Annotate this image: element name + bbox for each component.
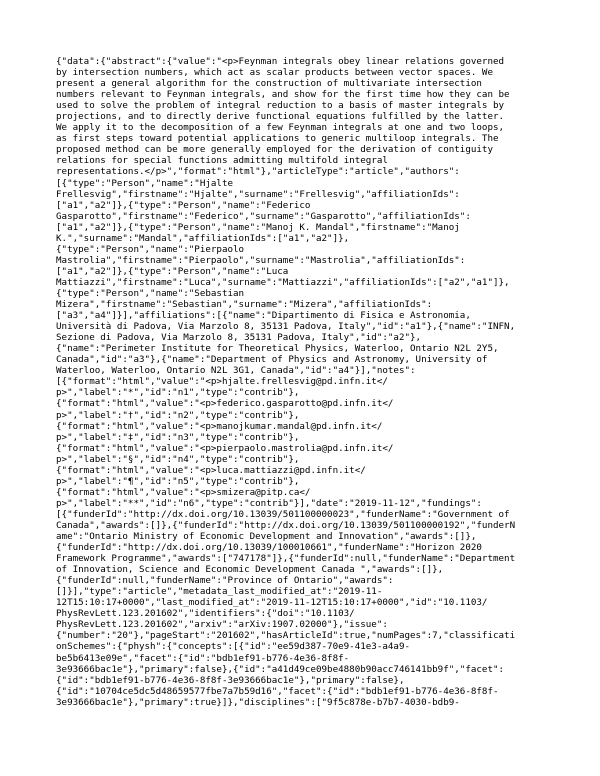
text-line: [{"funderId":"http://dx.doi.org/10.13039/501100000023","funderName":"Government of [56,508,510,520]
text-line: PhysRevLett.123.201602","arxiv":"arXiv:1907.02000"},"issue": [56,619,388,631]
text-line: Canada","id":"a3"},{"name":"Department of Physics and Astronomy, University of [56,354,488,366]
text-line: of Innovation, Science and Economic Development Canada ","awards":[]}, [56,564,444,576]
text-line: Sezione di Padova, Via Marzolo 8, 35131 Padova, Italy","id":"a2"}, [56,332,422,344]
text-line: relations for special functions admitting multifold integral [56,155,388,167]
text-line: Framework Programme","awards":["747178"]},{"funderId":null,"funderName":"Department [56,553,516,565]
text-line: representations.</p>","format":"html"},"articleType":"article","authors": [56,166,460,178]
text-line: Mastrolia","firstname":"Pierpaolo","surname":"Mastrolia","affiliationIds": [56,254,466,266]
text-line: present a general algorithm for the construction of multivariate intersection [56,78,482,90]
json-text-body [56,56,540,708]
text-line: {"data":{"abstract":{"value":"<p>Feynman integrals obey linear relations governed [56,56,505,67]
text-line: We apply it to the decomposition of a few Feynman integrals at one and two loops, [56,122,505,134]
text-line: {"number":"20"},"pageStart":"201602","hasArticleId":true,"numPages":7,"classificati [56,630,516,642]
text-line: {"format":"html","value":"<p>pierpaolo.mastrolia@pd.infn.it</ [56,442,394,454]
text-line: projections, and to directly derive functional equations fulfilled by the latter. [56,111,505,123]
text-line: Frellesvig","firstname":"Hjalte","surname":"Frellesvig","affiliationIds": [56,188,460,200]
text-line: 3e93666bac1e"},"primary":true}]},"disciplines":["9f5c878e-b7b7-4030-bdb9- [56,696,460,708]
text-line: {"funderId":"http://dx.doi.org/10.13039/100010661","funderName":"Horizon 2020 [56,542,482,554]
text-line: ["a1","a2"]},{"type":"Person","name":"Manoj K. Mandal","firstname":"Manoj [56,221,460,233]
text-line: {"name":"Perimeter Institute for Theoretical Physics, Waterloo, Ontario N2L 2Y5, [56,343,499,355]
text-line: p>","label":"‡","id":"n3","type":"contrib"}, [56,431,300,443]
text-line: onSchemes":{"physh":{"concepts":[{"id":"ee59d387-70e9-41e3-a4a9- [56,641,411,653]
text-line: {"id":"10704ce5dc5d48659577fbe7a7b59d16","facet":{"id":"bdb1ef91-b776-4e36-8f8f- [56,685,499,697]
text-line: Waterloo, Waterloo, Ontario N2L 3G1, Canada","id":"a4"}],"notes": [56,365,416,377]
text-line: p>","label":"†","id":"n2","type":"contrib"}, [56,409,300,421]
text-line: p>","label":"**","id":"n6","type":"contrib"}],"date":"2019-11-12","fundings": [56,497,482,509]
text-line: ["a3","a4"]}],"affiliations":[{"name":"Dipartimento di Fisica e Astronomia, [56,310,471,322]
text-line: p>","label":"§","id":"n4","type":"contrib"}, [56,453,300,465]
text-line: be5b6413e09e","facet":{"id":"bdb1ef91-b776-4e36-8f8f- [56,652,350,664]
text-line: used to solve the problem of integral reduction to a basis of master integrals by [56,100,505,112]
text-line: {"format":"html","value":"<p>luca.mattiazzi@pd.infn.it</ [56,464,366,476]
text-line: PhysRevLett.123.201602","identifiers":{"doi":"10.1103/ [56,608,355,620]
text-line: Gasparotto","firstname":"Federico","surname":"Gasparotto","affiliationIds": [56,210,471,222]
text-line: []}],"type":"article","metadata_last_modified_at":"2019-11- [56,586,383,598]
text-line: ame":"Ontario Ministry of Economic Development and Innovation","awards":[]}, [56,531,477,543]
text-line: ["a1","a2"]},{"type":"Person","name":"Federico [56,199,311,211]
text-line: as first steps toward potential applications to generic multiloop integrals. The [56,133,499,145]
text-line: K.","surname":"Mandal","affiliationIds":["a1","a2"]}, [56,232,350,244]
text-line: proposed method can be more generally employed for the derivation of contiguity [56,144,493,156]
text-line: 3e93666bac1e"},"primary":false},{"id":"a41d49ce09be4880b90acc746141bb9f","facet": [56,663,505,675]
text-line: {"type":"Person","name":"Sebastian [56,287,245,299]
text-line: {"format":"html","value":"<p>smizera@pitp.ca</ [56,486,311,498]
text-line: {"type":"Person","name":"Pierpaolo [56,243,245,255]
text-line: {"id":"bdb1ef91-b776-4e36-8f8f-3e93666bac1e"},"primary":false}, [56,674,405,686]
text-line: {"format":"html","value":"<p>manojkumar.mandal@pd.infn.it</ [56,420,383,432]
text-line: Università di Padova, Via Marzolo 8, 35131 Padova, Italy","id":"a1"},{"name":"INFN, [56,321,516,333]
text-line: by intersection numbers, which act as scalar products between vector spaces. We [56,67,493,79]
text-line: [{"type":"Person","name":"Hjalte [56,177,234,189]
text-line: 12T15:10:17+0000","last_modified_at":"2019-11-12T15:10:17+0000","id":"10.1103/ [56,597,488,609]
text-line: p>","label":"¶","id":"n5","type":"contrib"}, [56,475,300,487]
text-line: Canada","awards":[]},{"funderId":"http://dx.doi.org/10.13039/501100000192","funderN [56,519,516,531]
text-line: {"format":"html","value":"<p>federico.gasparotto@pd.infn.it</ [56,398,394,410]
text-line: Mattiazzi","firstname":"Luca","surname":"Mattiazzi","affiliationIds":["a2","a1"]}, [56,276,510,288]
text-line: {"funderId":null,"funderName":"Province of Ontario","awards": [56,575,394,587]
text-line: [{"format":"html","value":"<p>hjalte.frellesvig@pd.infn.it</ [56,376,388,388]
text-line: p>","label":"*","id":"n1","type":"contrib"}, [56,387,300,399]
text-line: ["a1","a2"]},{"type":"Person","name":"Luca [56,265,289,277]
text-line: numbers relevant to Feynman integrals, and show for the first time how they can be [56,89,510,101]
text-line: Mizera","firstname":"Sebastian","surname":"Mizera","affiliationIds": [56,299,433,311]
